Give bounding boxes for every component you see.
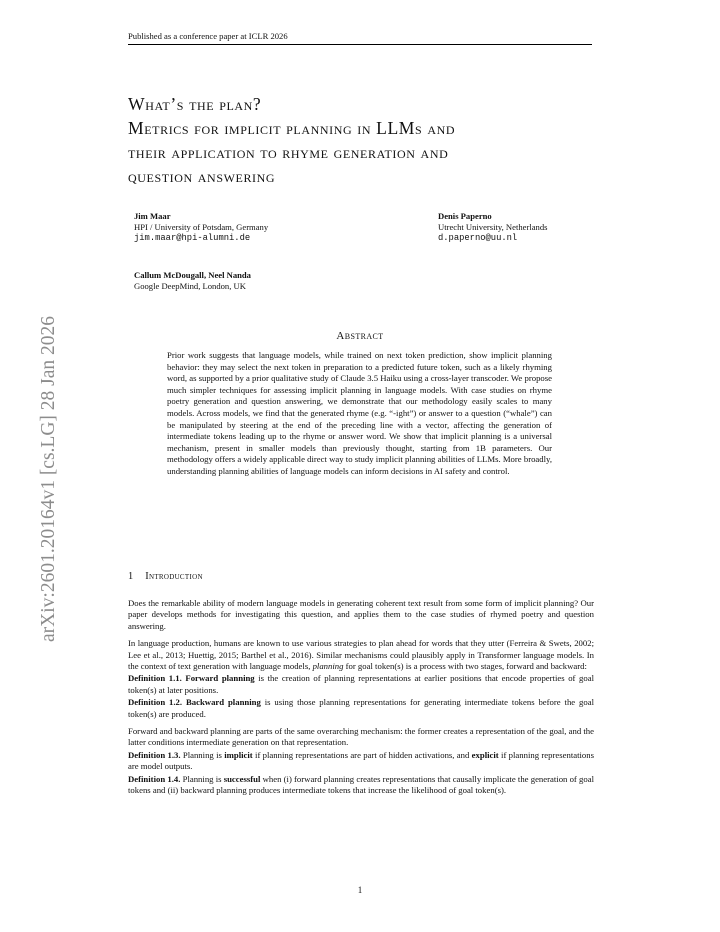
author-affiliation: Google DeepMind, London, UK <box>134 281 246 291</box>
abstract-text: Prior work suggests that language models, while trained on next token prediction, show implicit planning behavior: they may select the next token in preparation to a predicted future token, such as a likely rhyming word, as supported by a prior qualitative study of Claude 3.5 Haiku using a cross-layer transcoder. We propose much simpler techniques for assessing implicit planning in language models. With case studies on rhyme poetry generation and question answering, we demonstrate that our methodology easily scales to many models. Across models, we find that the generated rhyme (e.g. “-ight”) or answer to a question (“whale”) can be manipulated by steering at the end of the preceding line with a vector, affecting the generation of intermediate tokens leading up to the rhyme or answer word. We show that implicit planning is a universal mechanism, present in smaller models than previously thought, starting from 1B parameters. Our methodology offers a widely applicable direct way to study implicit planning abilities of LLMs. More broadly, understanding planning abilities of language models can inform decisions in AI safety and control. <box>167 350 552 476</box>
keyword-successful: successful <box>223 773 261 784</box>
definition-label: Definition 1.2. <box>128 697 183 708</box>
definition-term: Forward planning <box>185 673 255 684</box>
definition-term: Backward planning <box>185 697 261 708</box>
section-title: Introduction <box>145 571 203 582</box>
author-affiliation: HPI / University of Potsdam, Germany <box>134 222 269 232</box>
definition-1-1: Definition 1.1. Forward planning is the creation of planning representations at earlier positions that encode properties of goal token(s) at later positions. <box>128 673 595 695</box>
author-name: Denis Paperno <box>438 211 492 221</box>
page-number: 1 <box>357 885 363 895</box>
author-email[interactable]: d.paperno@uu.nl <box>438 233 518 243</box>
author-block <box>134 211 268 244</box>
author-block <box>134 270 251 292</box>
title-line: question answering <box>128 166 276 186</box>
arxiv-stamp: arXiv:2601.20164v1 [cs.LG] 28 Jan 2026 <box>38 315 59 642</box>
definition-1-4: Definition 1.4. Planning is successful when (i) forward planning creates representations that causally implicate the generation of goal tokens and (ii) backward planning produces intermediate tokens that increase the likelihood of goal token(s). <box>128 773 594 796</box>
keyword-explicit: explicit <box>471 749 499 760</box>
paragraph: Does the remarkable ability of modern language models in generating coherent text result from some form of implicit planning? Our paper develops methods for investigating this question, and applies them to the case studies of rhymed poetry and question answering. <box>128 598 594 631</box>
author-name: Callum McDougall, Neel Nanda <box>134 270 251 280</box>
definition-1-3: Definition 1.3. Planning is implicit if planning representations are part of hidden activations, and explicit if planning representations are model outputs. <box>128 749 594 772</box>
definition-label: Definition 1.3. <box>128 749 181 760</box>
title-line: Metrics for implicit planning in LLMs and <box>128 118 456 138</box>
definition-label: Definition 1.1. <box>128 673 182 684</box>
author-name: Jim Maar <box>134 211 171 221</box>
section-number: 1 <box>128 571 134 582</box>
emphasis-planning: planning <box>312 661 344 672</box>
title-line: their application to rhyme generation and <box>128 142 449 162</box>
definition-label: Definition 1.4. <box>128 773 181 784</box>
paragraph: Forward and backward planning are parts of the same overarching mechanism: the former creates a representation of the goal, and the latter conditions intermediate generation on that representation. <box>128 726 594 748</box>
author-affiliation: Utrecht University, Netherlands <box>438 222 548 232</box>
section-heading <box>128 571 203 582</box>
intro-body <box>128 598 594 803</box>
paper-title <box>128 92 608 188</box>
definition-1-2: Definition 1.2. Backward planning is using those planning representations for generating intermediate tokens before the goal token(s) are produced. <box>128 697 594 719</box>
paragraph: In language production, humans are known to use various strategies to plan ahead for words that they utter (Ferreira & Swets, 2002; Lee et al., 2013; Huettig, 2015; Barthel et al., 2016). Similar mechanisms could plausibly apply in Transformer language models. In the context of text generation with language models, planning for goal token(s) is a process with two stages, forward and backward: <box>128 638 594 672</box>
keyword-implicit: implicit <box>224 749 253 760</box>
author-email[interactable]: jim.maar@hpi-alumni.de <box>134 233 251 243</box>
author-block <box>438 211 547 244</box>
abstract-heading: Abstract <box>336 330 384 342</box>
conference-header: Published as a conference paper at ICLR 2026 <box>128 31 592 45</box>
title-line: What’s the plan? <box>128 94 262 114</box>
